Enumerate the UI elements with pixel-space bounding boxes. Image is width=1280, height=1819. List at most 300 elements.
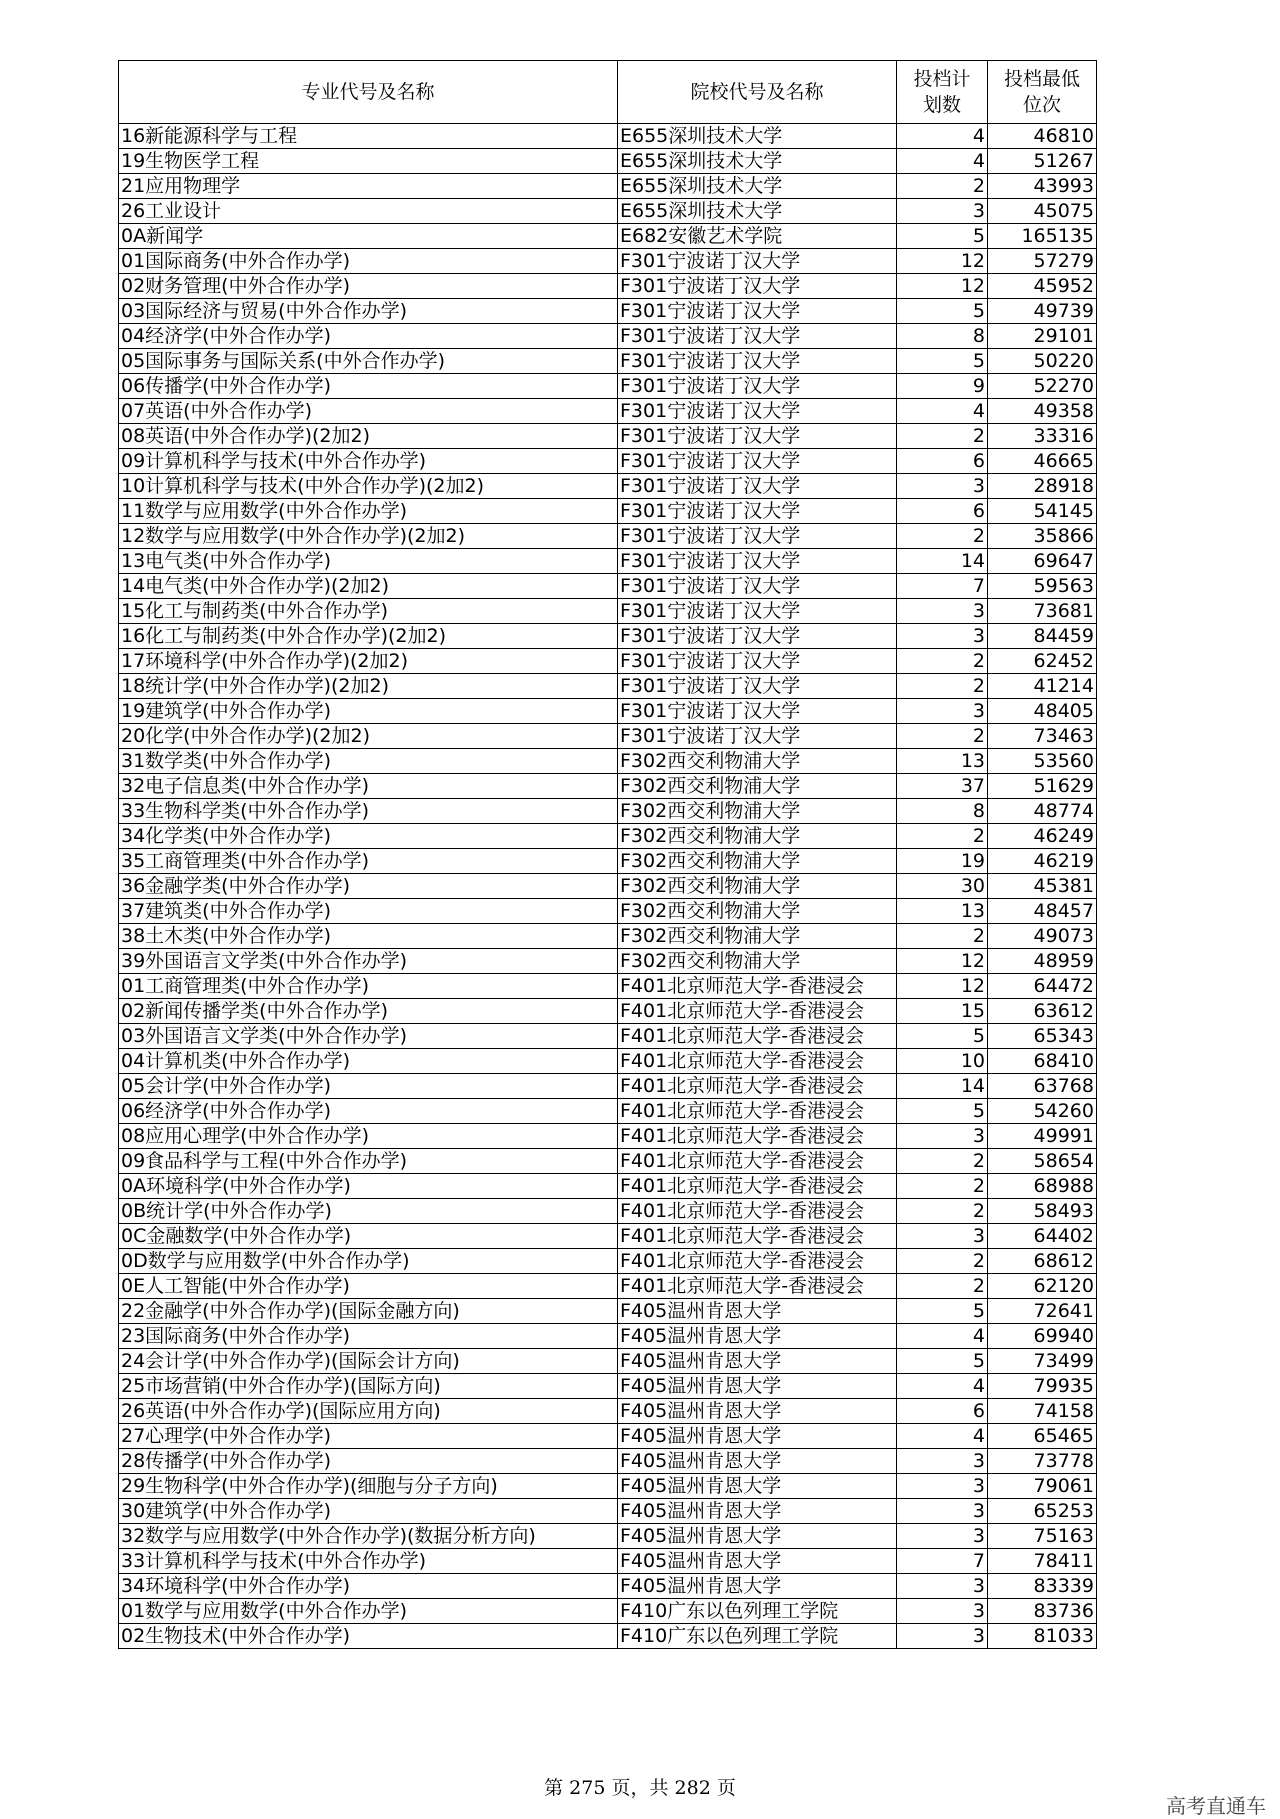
header-plan xyxy=(897,61,988,124)
major-cell: 01工商管理类(中外合作办学) xyxy=(119,974,618,999)
table-row xyxy=(119,1249,1097,1274)
school-cell: F301宁波诺丁汉大学 xyxy=(618,349,897,374)
plan-cell: 2 xyxy=(897,1149,988,1174)
major-cell: 0A新闻学 xyxy=(119,224,618,249)
rank-cell: 68988 xyxy=(988,1174,1097,1199)
school-cell: F401北京师范大学-香港浸会 xyxy=(618,1099,897,1124)
plan-cell: 6 xyxy=(897,1399,988,1424)
rank-cell: 73778 xyxy=(988,1449,1097,1474)
rank-cell: 35866 xyxy=(988,524,1097,549)
major-cell: 04经济学(中外合作办学) xyxy=(119,324,618,349)
table-row xyxy=(119,1399,1097,1424)
major-cell: 29生物科学(中外合作办学)(细胞与分子方向) xyxy=(119,1474,618,1499)
school-cell: F405温州肯恩大学 xyxy=(618,1574,897,1599)
school-cell: F301宁波诺丁汉大学 xyxy=(618,299,897,324)
rank-cell: 62452 xyxy=(988,649,1097,674)
plan-cell: 4 xyxy=(897,1374,988,1399)
rank-cell: 46219 xyxy=(988,849,1097,874)
table-row xyxy=(119,924,1097,949)
major-cell: 30建筑学(中外合作办学) xyxy=(119,1499,618,1524)
table-row xyxy=(119,1149,1097,1174)
school-cell: F410广东以色列理工学院 xyxy=(618,1624,897,1649)
school-cell: F302西交利物浦大学 xyxy=(618,849,897,874)
school-cell: F401北京师范大学-香港浸会 xyxy=(618,1074,897,1099)
rank-cell: 73463 xyxy=(988,724,1097,749)
table-row xyxy=(119,1224,1097,1249)
major-cell: 09计算机科学与技术(中外合作办学) xyxy=(119,449,618,474)
major-cell: 26工业设计 xyxy=(119,199,618,224)
school-cell: F301宁波诺丁汉大学 xyxy=(618,249,897,274)
rank-cell: 69647 xyxy=(988,549,1097,574)
plan-cell: 8 xyxy=(897,324,988,349)
rank-cell: 58654 xyxy=(988,1149,1097,1174)
table-row xyxy=(119,399,1097,424)
school-cell: F301宁波诺丁汉大学 xyxy=(618,324,897,349)
plan-cell: 4 xyxy=(897,1424,988,1449)
plan-cell: 3 xyxy=(897,1599,988,1624)
rank-cell: 83339 xyxy=(988,1574,1097,1599)
major-cell: 0E人工智能(中外合作办学) xyxy=(119,1274,618,1299)
school-cell: F302西交利物浦大学 xyxy=(618,774,897,799)
plan-cell: 3 xyxy=(897,199,988,224)
school-cell: F302西交利物浦大学 xyxy=(618,899,897,924)
major-cell: 35工商管理类(中外合作办学) xyxy=(119,849,618,874)
table-row xyxy=(119,1274,1097,1299)
plan-cell: 12 xyxy=(897,974,988,999)
table-row xyxy=(119,1624,1097,1649)
school-cell: F302西交利物浦大学 xyxy=(618,749,897,774)
plan-cell: 12 xyxy=(897,274,988,299)
table-row xyxy=(119,624,1097,649)
school-cell: F401北京师范大学-香港浸会 xyxy=(618,1149,897,1174)
rank-cell: 49358 xyxy=(988,399,1097,424)
rank-cell: 73681 xyxy=(988,599,1097,624)
table-row xyxy=(119,599,1097,624)
school-cell: F302西交利物浦大学 xyxy=(618,874,897,899)
rank-cell: 79061 xyxy=(988,1474,1097,1499)
school-cell: F405温州肯恩大学 xyxy=(618,1549,897,1574)
rank-cell: 46665 xyxy=(988,449,1097,474)
plan-cell: 3 xyxy=(897,1624,988,1649)
plan-cell: 13 xyxy=(897,749,988,774)
table-row xyxy=(119,1199,1097,1224)
school-cell: F301宁波诺丁汉大学 xyxy=(618,424,897,449)
table-row xyxy=(119,799,1097,824)
school-cell: F302西交利物浦大学 xyxy=(618,799,897,824)
plan-cell: 5 xyxy=(897,1099,988,1124)
major-cell: 36金融学类(中外合作办学) xyxy=(119,874,618,899)
table-row xyxy=(119,974,1097,999)
major-cell: 08应用心理学(中外合作办学) xyxy=(119,1124,618,1149)
major-cell: 05国际事务与国际关系(中外合作办学) xyxy=(119,349,618,374)
table-row xyxy=(119,699,1097,724)
plan-cell: 3 xyxy=(897,1499,988,1524)
plan-cell: 14 xyxy=(897,549,988,574)
rank-cell: 165135 xyxy=(988,224,1097,249)
rank-cell: 65343 xyxy=(988,1024,1097,1049)
rank-cell: 48405 xyxy=(988,699,1097,724)
school-cell: F405温州肯恩大学 xyxy=(618,1399,897,1424)
rank-cell: 73499 xyxy=(988,1349,1097,1374)
table-row xyxy=(119,499,1097,524)
table-row xyxy=(119,1024,1097,1049)
table-row xyxy=(119,999,1097,1024)
rank-cell: 28918 xyxy=(988,474,1097,499)
table-row xyxy=(119,174,1097,199)
school-cell: F405温州肯恩大学 xyxy=(618,1299,897,1324)
school-cell: F301宁波诺丁汉大学 xyxy=(618,524,897,549)
major-cell: 22金融学(中外合作办学)(国际金融方向) xyxy=(119,1299,618,1324)
school-cell: F301宁波诺丁汉大学 xyxy=(618,499,897,524)
table-row xyxy=(119,1299,1097,1324)
plan-cell: 3 xyxy=(897,1449,988,1474)
school-cell: F401北京师范大学-香港浸会 xyxy=(618,1049,897,1074)
major-cell: 13电气类(中外合作办学) xyxy=(119,549,618,574)
rank-cell: 48774 xyxy=(988,799,1097,824)
major-cell: 38土木类(中外合作办学) xyxy=(119,924,618,949)
plan-cell: 2 xyxy=(897,424,988,449)
school-cell: F301宁波诺丁汉大学 xyxy=(618,549,897,574)
plan-cell: 5 xyxy=(897,1024,988,1049)
table-row xyxy=(119,824,1097,849)
table-row xyxy=(119,324,1097,349)
school-cell: F301宁波诺丁汉大学 xyxy=(618,624,897,649)
rank-cell: 62120 xyxy=(988,1274,1097,1299)
plan-cell: 13 xyxy=(897,899,988,924)
table-row xyxy=(119,1174,1097,1199)
plan-cell: 2 xyxy=(897,1174,988,1199)
major-cell: 15化工与制药类(中外合作办学) xyxy=(119,599,618,624)
table-row xyxy=(119,949,1097,974)
school-cell: F401北京师范大学-香港浸会 xyxy=(618,1199,897,1224)
plan-cell: 2 xyxy=(897,649,988,674)
major-cell: 02生物技术(中外合作办学) xyxy=(119,1624,618,1649)
rank-cell: 51267 xyxy=(988,149,1097,174)
plan-cell: 15 xyxy=(897,999,988,1024)
school-cell: F405温州肯恩大学 xyxy=(618,1449,897,1474)
table-row xyxy=(119,899,1097,924)
school-cell: F405温州肯恩大学 xyxy=(618,1524,897,1549)
school-cell: F301宁波诺丁汉大学 xyxy=(618,574,897,599)
school-cell: F302西交利物浦大学 xyxy=(618,924,897,949)
plan-cell: 5 xyxy=(897,299,988,324)
table-row xyxy=(119,1549,1097,1574)
plan-cell: 2 xyxy=(897,824,988,849)
rank-cell: 45075 xyxy=(988,199,1097,224)
table-row xyxy=(119,149,1097,174)
plan-cell: 8 xyxy=(897,799,988,824)
plan-cell: 3 xyxy=(897,624,988,649)
table-row xyxy=(119,1074,1097,1099)
school-cell: F301宁波诺丁汉大学 xyxy=(618,674,897,699)
major-cell: 32数学与应用数学(中外合作办学)(数据分析方向) xyxy=(119,1524,618,1549)
major-cell: 0C金融数学(中外合作办学) xyxy=(119,1224,618,1249)
table-row xyxy=(119,524,1097,549)
major-cell: 17环境科学(中外合作办学)(2加2) xyxy=(119,649,618,674)
rank-cell: 46810 xyxy=(988,124,1097,149)
rank-cell: 58493 xyxy=(988,1199,1097,1224)
rank-cell: 43993 xyxy=(988,174,1097,199)
rank-cell: 46249 xyxy=(988,824,1097,849)
plan-cell: 5 xyxy=(897,224,988,249)
plan-cell: 3 xyxy=(897,1224,988,1249)
table-row xyxy=(119,374,1097,399)
rank-cell: 49991 xyxy=(988,1124,1097,1149)
table-row xyxy=(119,549,1097,574)
plan-cell: 2 xyxy=(897,1274,988,1299)
table-row xyxy=(119,274,1097,299)
school-cell: F301宁波诺丁汉大学 xyxy=(618,724,897,749)
rank-cell: 78411 xyxy=(988,1549,1097,1574)
school-cell: F401北京师范大学-香港浸会 xyxy=(618,1124,897,1149)
rank-cell: 63768 xyxy=(988,1074,1097,1099)
plan-cell: 14 xyxy=(897,1074,988,1099)
school-cell: F301宁波诺丁汉大学 xyxy=(618,699,897,724)
plan-cell: 5 xyxy=(897,1349,988,1374)
plan-cell: 3 xyxy=(897,1474,988,1499)
school-cell: F405温州肯恩大学 xyxy=(618,1374,897,1399)
admission-table xyxy=(118,60,1097,1649)
major-cell: 32电子信息类(中外合作办学) xyxy=(119,774,618,799)
table-body xyxy=(119,124,1097,1649)
plan-cell: 3 xyxy=(897,1524,988,1549)
rank-cell: 75163 xyxy=(988,1524,1097,1549)
table-row xyxy=(119,1124,1097,1149)
plan-cell: 2 xyxy=(897,1199,988,1224)
rank-cell: 63612 xyxy=(988,999,1097,1024)
school-cell: F405温州肯恩大学 xyxy=(618,1349,897,1374)
header-plan-line1: 投档计 xyxy=(913,68,971,90)
school-cell: F301宁波诺丁汉大学 xyxy=(618,649,897,674)
plan-cell: 2 xyxy=(897,174,988,199)
major-cell: 09食品科学与工程(中外合作办学) xyxy=(119,1149,618,1174)
table-row xyxy=(119,649,1097,674)
table-row xyxy=(119,224,1097,249)
plan-cell: 9 xyxy=(897,374,988,399)
table-row xyxy=(119,724,1097,749)
major-cell: 01国际商务(中外合作办学) xyxy=(119,249,618,274)
table-row xyxy=(119,1049,1097,1074)
table-row xyxy=(119,749,1097,774)
school-cell: F301宁波诺丁汉大学 xyxy=(618,399,897,424)
major-cell: 11数学与应用数学(中外合作办学) xyxy=(119,499,618,524)
major-cell: 03外国语言文学类(中外合作办学) xyxy=(119,1024,618,1049)
rank-cell: 69940 xyxy=(988,1324,1097,1349)
plan-cell: 4 xyxy=(897,124,988,149)
table-row xyxy=(119,349,1097,374)
major-cell: 27心理学(中外合作办学) xyxy=(119,1424,618,1449)
header-plan-line2: 划数 xyxy=(922,94,961,116)
table-row xyxy=(119,199,1097,224)
school-cell: F401北京师范大学-香港浸会 xyxy=(618,1024,897,1049)
rank-cell: 68410 xyxy=(988,1049,1097,1074)
rank-cell: 45381 xyxy=(988,874,1097,899)
school-cell: F401北京师范大学-香港浸会 xyxy=(618,974,897,999)
plan-cell: 6 xyxy=(897,499,988,524)
header-row xyxy=(119,61,1097,124)
major-cell: 06传播学(中外合作办学) xyxy=(119,374,618,399)
rank-cell: 49073 xyxy=(988,924,1097,949)
rank-cell: 57279 xyxy=(988,249,1097,274)
rank-cell: 81033 xyxy=(988,1624,1097,1649)
plan-cell: 7 xyxy=(897,574,988,599)
plan-cell: 4 xyxy=(897,399,988,424)
major-cell: 21应用物理学 xyxy=(119,174,618,199)
school-cell: F301宁波诺丁汉大学 xyxy=(618,449,897,474)
major-cell: 08英语(中外合作办学)(2加2) xyxy=(119,424,618,449)
table-row xyxy=(119,474,1097,499)
rank-cell: 53560 xyxy=(988,749,1097,774)
rank-cell: 65465 xyxy=(988,1424,1097,1449)
major-cell: 37建筑类(中外合作办学) xyxy=(119,899,618,924)
major-cell: 0A环境科学(中外合作办学) xyxy=(119,1174,618,1199)
table-row xyxy=(119,1524,1097,1549)
header-rank-line1: 投档最低 xyxy=(1003,68,1080,90)
plan-cell: 37 xyxy=(897,774,988,799)
school-cell: E655深圳技术大学 xyxy=(618,199,897,224)
major-cell: 0B统计学(中外合作办学) xyxy=(119,1199,618,1224)
plan-cell: 2 xyxy=(897,724,988,749)
school-cell: F405温州肯恩大学 xyxy=(618,1324,897,1349)
major-cell: 31数学类(中外合作办学) xyxy=(119,749,618,774)
plan-cell: 10 xyxy=(897,1049,988,1074)
major-cell: 16新能源科学与工程 xyxy=(119,124,618,149)
plan-cell: 2 xyxy=(897,524,988,549)
rank-cell: 59563 xyxy=(988,574,1097,599)
school-cell: F401北京师范大学-香港浸会 xyxy=(618,1174,897,1199)
major-cell: 33计算机科学与技术(中外合作办学) xyxy=(119,1549,618,1574)
rank-cell: 49739 xyxy=(988,299,1097,324)
plan-cell: 5 xyxy=(897,1299,988,1324)
table-row xyxy=(119,774,1097,799)
major-cell: 20化学(中外合作办学)(2加2) xyxy=(119,724,618,749)
school-cell: E682安徽艺术学院 xyxy=(618,224,897,249)
table-row xyxy=(119,1474,1097,1499)
major-cell: 26英语(中外合作办学)(国际应用方向) xyxy=(119,1399,618,1424)
major-cell: 25市场营销(中外合作办学)(国际方向) xyxy=(119,1374,618,1399)
page-number: 第 275 页，共 282 页 xyxy=(544,1777,736,1799)
table-row xyxy=(119,1424,1097,1449)
rank-cell: 84459 xyxy=(988,624,1097,649)
rank-cell: 64402 xyxy=(988,1224,1097,1249)
table-row xyxy=(119,299,1097,324)
table-row xyxy=(119,1449,1097,1474)
plan-cell: 6 xyxy=(897,449,988,474)
school-cell: F401北京师范大学-香港浸会 xyxy=(618,999,897,1024)
school-cell: F302西交利物浦大学 xyxy=(618,949,897,974)
major-cell: 01数学与应用数学(中外合作办学) xyxy=(119,1599,618,1624)
rank-cell: 79935 xyxy=(988,1374,1097,1399)
school-cell: F301宁波诺丁汉大学 xyxy=(618,474,897,499)
plan-cell: 4 xyxy=(897,149,988,174)
plan-cell: 3 xyxy=(897,1574,988,1599)
major-cell: 16化工与制药类(中外合作办学)(2加2) xyxy=(119,624,618,649)
school-cell: E655深圳技术大学 xyxy=(618,124,897,149)
rank-cell: 48457 xyxy=(988,899,1097,924)
plan-cell: 4 xyxy=(897,1324,988,1349)
table-row xyxy=(119,249,1097,274)
school-cell: F405温州肯恩大学 xyxy=(618,1499,897,1524)
table-row xyxy=(119,1599,1097,1624)
rank-cell: 29101 xyxy=(988,324,1097,349)
plan-cell: 5 xyxy=(897,349,988,374)
plan-cell: 3 xyxy=(897,599,988,624)
plan-cell: 12 xyxy=(897,249,988,274)
major-cell: 23国际商务(中外合作办学) xyxy=(119,1324,618,1349)
major-cell: 07英语(中外合作办学) xyxy=(119,399,618,424)
major-cell: 14电气类(中外合作办学)(2加2) xyxy=(119,574,618,599)
major-cell: 04计算机类(中外合作办学) xyxy=(119,1049,618,1074)
table-row xyxy=(119,1374,1097,1399)
table-row xyxy=(119,1349,1097,1374)
rank-cell: 64472 xyxy=(988,974,1097,999)
school-cell: F301宁波诺丁汉大学 xyxy=(618,374,897,399)
rank-cell: 65253 xyxy=(988,1499,1097,1524)
header-rank-line2: 位次 xyxy=(1022,94,1061,116)
school-cell: E655深圳技术大学 xyxy=(618,174,897,199)
table-row xyxy=(119,1574,1097,1599)
major-cell: 24会计学(中外合作办学)(国际会计方向) xyxy=(119,1349,618,1374)
rank-cell: 41214 xyxy=(988,674,1097,699)
school-cell: E655深圳技术大学 xyxy=(618,149,897,174)
plan-cell: 2 xyxy=(897,1249,988,1274)
table-row xyxy=(119,849,1097,874)
major-cell: 39外国语言文学类(中外合作办学) xyxy=(119,949,618,974)
plan-cell: 3 xyxy=(897,699,988,724)
school-cell: F410广东以色列理工学院 xyxy=(618,1599,897,1624)
table-row xyxy=(119,1499,1097,1524)
major-cell: 28传播学(中外合作办学) xyxy=(119,1449,618,1474)
major-cell: 02财务管理(中外合作办学) xyxy=(119,274,618,299)
header-school: 院校代号及名称 xyxy=(618,61,897,124)
rank-cell: 54145 xyxy=(988,499,1097,524)
rank-cell: 54260 xyxy=(988,1099,1097,1124)
major-cell: 12数学与应用数学(中外合作办学)(2加2) xyxy=(119,524,618,549)
major-cell: 19建筑学(中外合作办学) xyxy=(119,699,618,724)
plan-cell: 3 xyxy=(897,474,988,499)
rank-cell: 74158 xyxy=(988,1399,1097,1424)
major-cell: 33生物科学类(中外合作办学) xyxy=(119,799,618,824)
table-row xyxy=(119,574,1097,599)
header-major: 专业代号及名称 xyxy=(119,61,618,124)
school-cell: F405温州肯恩大学 xyxy=(618,1474,897,1499)
table-row xyxy=(119,874,1097,899)
major-cell: 10计算机科学与技术(中外合作办学)(2加2) xyxy=(119,474,618,499)
rank-cell: 83736 xyxy=(988,1599,1097,1624)
table-row xyxy=(119,449,1097,474)
school-cell: F405温州肯恩大学 xyxy=(618,1424,897,1449)
table-row xyxy=(119,124,1097,149)
table-row xyxy=(119,1324,1097,1349)
rank-cell: 72641 xyxy=(988,1299,1097,1324)
rank-cell: 33316 xyxy=(988,424,1097,449)
rank-cell: 52270 xyxy=(988,374,1097,399)
rank-cell: 51629 xyxy=(988,774,1097,799)
rank-cell: 48959 xyxy=(988,949,1097,974)
table-row xyxy=(119,674,1097,699)
major-cell: 03国际经济与贸易(中外合作办学) xyxy=(119,299,618,324)
table-row xyxy=(119,424,1097,449)
plan-cell: 7 xyxy=(897,1549,988,1574)
major-cell: 0D数学与应用数学(中外合作办学) xyxy=(119,1249,618,1274)
plan-cell: 19 xyxy=(897,849,988,874)
major-cell: 02新闻传播学类(中外合作办学) xyxy=(119,999,618,1024)
watermark: 高考直通车 xyxy=(1166,1794,1266,1818)
rank-cell: 45952 xyxy=(988,274,1097,299)
major-cell: 34化学类(中外合作办学) xyxy=(119,824,618,849)
school-cell: F301宁波诺丁汉大学 xyxy=(618,599,897,624)
school-cell: F401北京师范大学-香港浸会 xyxy=(618,1249,897,1274)
